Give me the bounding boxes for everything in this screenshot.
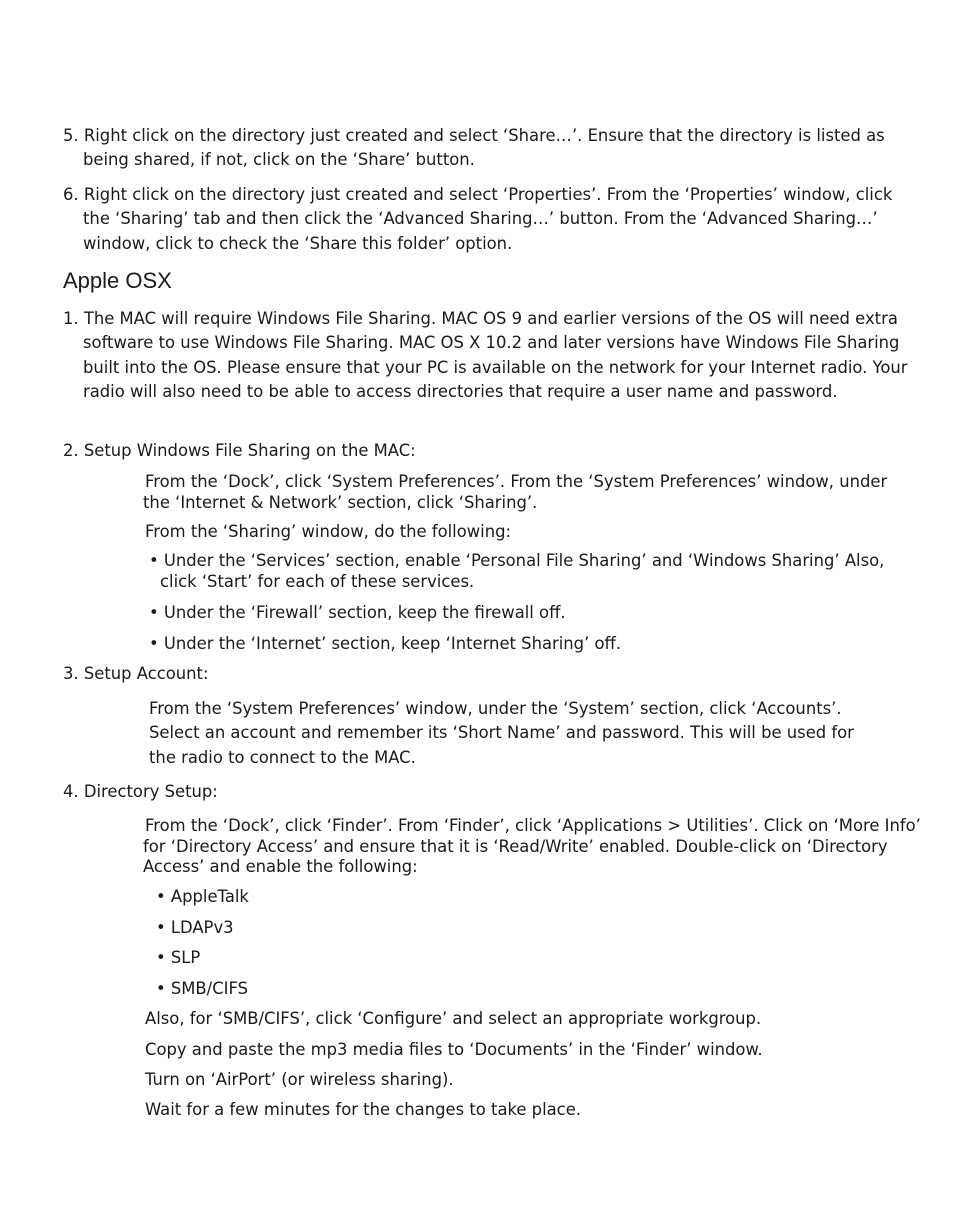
mac-step-2-title: 2. Setup Windows File Sharing on the MAC: <box>63 441 416 460</box>
mac-step-2-para1-line1: From the ‘Dock’, click ‘System Preferences’. From the ‘System Preferences’ window, under <box>145 472 888 491</box>
bullet-appletalk: • AppleTalk <box>156 887 249 906</box>
mac-step-2-bullet-1: • Under the ‘Services’ section, enable ‘Personal File Sharing’ and ‘Windows Sharing’ Also, click ‘Start’ for each of these services. <box>149 551 885 591</box>
mac-step-3-title: 3. Setup Account: <box>63 664 209 683</box>
mac-step-4-after-2: Copy and paste the mp3 media files to ‘Documents’ in the ‘Finder’ window. <box>145 1040 763 1059</box>
bullet-ldapv3: • LDAPv3 <box>156 918 234 937</box>
mac-step-2-para1-line2: the ‘Internet & Network’ section, click ‘Sharing’. <box>143 493 538 512</box>
mac-step-4-para-line2: for ‘Directory Access’ and ensure that it is ‘Read/Write’ enabled. Double-click on ‘Directory <box>143 837 888 856</box>
mac-step-4-title: 4. Directory Setup: <box>63 782 218 801</box>
mac-step-2-bullet-2: • Under the ‘Firewall’ section, keep the firewall off. <box>149 603 566 622</box>
mac-step-2-bullet-3: • Under the ‘Internet’ section, keep ‘Internet Sharing’ off. <box>149 634 622 653</box>
step-5-text: 5. Right click on the directory just created and select ‘Share…’. Ensure that the directory is listed as being shared, if not, click on the ‘Share’ button. <box>63 126 885 170</box>
bullet-smb-cifs: • SMB/CIFS <box>156 979 249 998</box>
mac-step-1-text: 1. The MAC will require Windows File Sharing. MAC OS 9 and earlier versions of the OS will need extra software to use Windows File Sharing. MAC OS X 10.2 and later versions have Windows File Sharing built into the OS. Please ensure that your PC is available on the network for your Internet radio. Your radio will also need to be able to access directories that require a user name and password. <box>63 309 908 401</box>
section-heading: Apple OSX <box>63 268 172 293</box>
mac-step-4-after-3: Turn on ‘AirPort’ (or wireless sharing). <box>145 1070 454 1089</box>
step-6-text: 6. Right click on the directory just created and select ‘Properties’. From the ‘Properties’ window, click the ‘Sharing’ tab and then click the ‘Advanced Sharing…’ button. From the ‘Advanced Sharing…’ window, click to check the ‘Share this folder’ option. <box>63 185 893 253</box>
bullet-slp: • SLP <box>156 948 201 967</box>
mac-step-4-para-line1: From the ‘Dock’, click ‘Finder’. From ‘Finder’, click ‘Applications > Utilities’. Click on ‘More Info’ <box>145 816 921 835</box>
mac-step-2-para2: From the ‘Sharing’ window, do the following: <box>145 522 512 541</box>
mac-step-3-para: From the ‘System Preferences’ window, under the ‘System’ section, click ‘Accounts’. Select an account and remember its ‘Short Name’ and password. This will be used for the radio to connect to the MAC. <box>149 699 854 767</box>
mac-step-4-after-1: Also, for ‘SMB/CIFS’, click ‘Configure’ and select an appropriate workgroup. <box>145 1009 762 1028</box>
mac-step-4-after-4: Wait for a few minutes for the changes to take place. <box>145 1100 581 1119</box>
mac-step-4-para-line3: Access’ and enable the following: <box>143 857 418 876</box>
